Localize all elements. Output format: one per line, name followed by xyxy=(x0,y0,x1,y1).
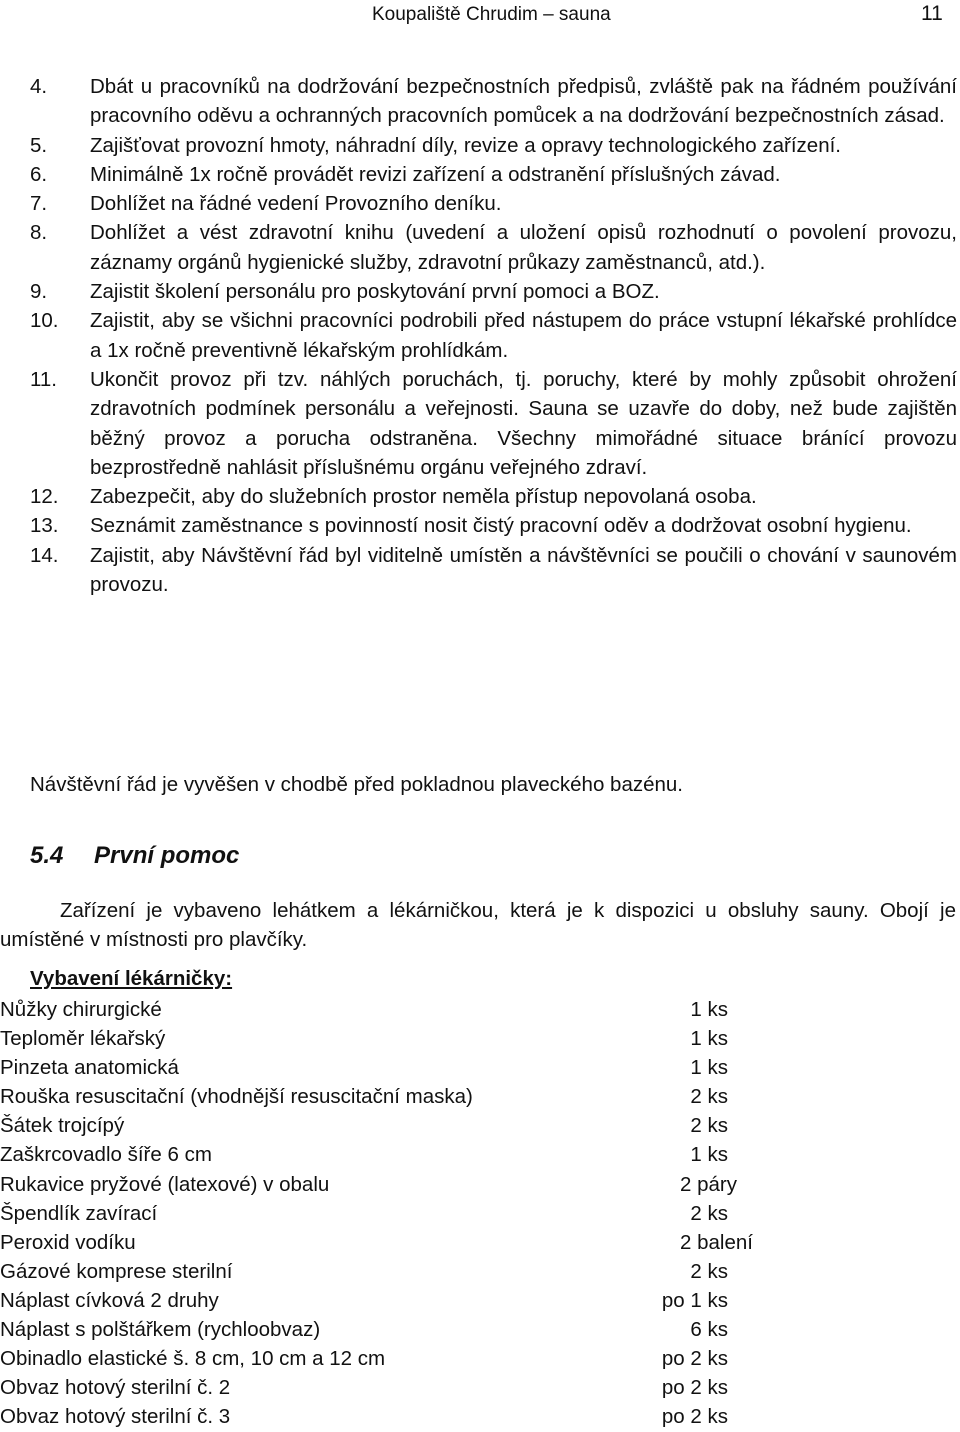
kit-item-name: Náplast cívková 2 druhy xyxy=(0,1288,219,1312)
duties-list xyxy=(30,72,958,599)
intro-paragraph: Zařízení je vybaveno lehátkem a lékárničkou, která je k dispozici u obsluhy sauny. Obojí je umístěné v místnosti pro plavčíky. xyxy=(0,899,956,951)
kit-item-name: Rouška resuscitační (vhodnější resuscitační maska) xyxy=(0,1085,473,1109)
list-item-text: Dohlížet na řádné vedení Provozního deníku. xyxy=(90,192,502,216)
list-item-number: 14. xyxy=(30,543,59,567)
list-item xyxy=(30,218,958,277)
list-item xyxy=(30,72,958,131)
kit-item-quantity: 2 páry xyxy=(680,1172,737,1196)
list-item xyxy=(30,189,958,218)
kit-item-quantity: 1 ks xyxy=(690,1027,728,1051)
kit-item xyxy=(0,1257,960,1286)
kit-item-name: Gázové komprese sterilní xyxy=(0,1259,233,1283)
list-item xyxy=(30,306,958,365)
kit-item xyxy=(0,1228,960,1257)
kit-item-quantity: po 1 ks xyxy=(661,1288,728,1312)
list-item-number: 11. xyxy=(30,367,57,391)
kit-item-name: Obinadlo elastické š. 8 cm, 10 cm a 12 cm xyxy=(0,1347,386,1371)
list-item-number: 12. xyxy=(30,485,59,509)
kit-item-quantity: po 2 ks xyxy=(661,1347,728,1371)
kit-title: Vybavení lékárničky: xyxy=(30,967,233,990)
list-item xyxy=(30,511,958,540)
list-item-number: 6. xyxy=(30,162,48,186)
kit-item-quantity: 1 ks xyxy=(690,998,728,1021)
list-item xyxy=(30,541,958,600)
list-item-text: Dbát u pracovníků na dodržování bezpečnostních předpisů, zvláště pak na řádném používání pracovního oděvu a ochranných pracovních pomůcek a na dodržování bezpečnostních zásad. xyxy=(90,75,957,128)
kit-item xyxy=(0,1024,960,1053)
kit-item-name: Peroxid vodíku xyxy=(0,1230,136,1254)
kit-item xyxy=(0,995,960,1024)
kit-item-name: Teploměr lékařský xyxy=(0,1027,166,1051)
kit-item-quantity: 2 ks xyxy=(690,1259,728,1283)
list-item-text: Zajistit školení personálu pro poskytování první pomoci a BOZ. xyxy=(90,280,660,304)
first-aid-kit-list xyxy=(0,995,960,1431)
list-item-number: 4. xyxy=(30,75,48,98)
list-item-number: 5. xyxy=(30,133,48,157)
kit-item-name: Špendlík zavírací xyxy=(0,1201,158,1225)
kit-item xyxy=(0,1315,960,1344)
list-item-text: Zabezpečit, aby do služebních prostor neměla přístup nepovolaná osoba. xyxy=(90,485,757,509)
list-item xyxy=(30,482,958,511)
kit-item-quantity: 2 ks xyxy=(690,1201,728,1225)
list-item-number: 13. xyxy=(30,514,59,538)
kit-item-name: Šátek trojcípý xyxy=(0,1114,125,1138)
list-item xyxy=(30,365,958,482)
list-item-text: Zajistit, aby Návštěvní řád byl viditelně umístěn a návštěvníci se poučili o chování v saunovém provozu. xyxy=(90,543,957,597)
kit-item xyxy=(0,1373,960,1402)
kit-item-name: Obvaz hotový sterilní č. 2 xyxy=(0,1376,231,1400)
list-item-text: Zajišťovat provozní hmoty, náhradní díly, revize a opravy technologického zařízení. xyxy=(90,133,842,157)
page-header xyxy=(0,0,960,30)
list-item-text: Dohlížet a vést zdravotní knihu (uvedení a uložení opisů rozhodnutí o povolení provozu, záznamy orgánů hygienické služby, zdravotní průkazy zaměstnanců, atd.). xyxy=(90,221,957,274)
list-item-number: 8. xyxy=(30,221,48,245)
kit-item xyxy=(0,1286,960,1315)
kit-item-quantity: 6 ks xyxy=(690,1318,728,1342)
kit-item-quantity: 2 ks xyxy=(690,1114,728,1138)
kit-item-quantity: po 2 ks xyxy=(661,1376,728,1400)
kit-item-name: Nůžky chirurgické xyxy=(0,998,162,1021)
page-number: 11 xyxy=(921,2,943,25)
kit-item-quantity: 2 ks xyxy=(690,1085,728,1109)
kit-item-name: Zaškrcovadlo šíře 6 cm xyxy=(0,1143,212,1167)
kit-item xyxy=(0,1053,960,1082)
kit-item-name: Pinzeta anatomická xyxy=(0,1056,179,1080)
header-title: Koupaliště Chrudim – sauna xyxy=(372,4,611,25)
kit-item-name: Obvaz hotový sterilní č. 3 xyxy=(0,1405,231,1429)
section-heading xyxy=(30,842,239,870)
kit-item-quantity: 1 ks xyxy=(690,1143,728,1167)
kit-item-name: Rukavice pryžové (latexové) v obalu xyxy=(0,1172,330,1196)
kit-item xyxy=(0,1111,960,1140)
kit-item xyxy=(0,1344,960,1373)
list-item xyxy=(30,160,958,189)
list-item-text: Seznámit zaměstnance s povinností nosit čistý pracovní oděv a dodržovat osobní hygienu. xyxy=(90,514,912,538)
kit-item xyxy=(0,1140,960,1169)
kit-item xyxy=(0,1170,960,1199)
list-item-text: Zajistit, aby se všichni pracovníci podrobili před nástupem do práce vstupní lékařské prohlídce a 1x ročně preventivně lékařským prohlídkám. xyxy=(90,309,957,362)
list-item-text: Ukončit provoz při tzv. náhlých poruchách, tj. poruchy, které by mohly způsobit ohrožení zdravotních podmínek personálu a veřejnosti. Sauna se uzavře do doby, než bude zajištěn běžný provoz a porucha odstraněna. Všechny mimořádné situace bránící provozu bezprostředně nahlásit příslušnému orgánu veřejného zdraví. xyxy=(90,367,957,479)
notice-paragraph: Návštěvní řád je vyvěšen v chodbě před pokladnou plaveckého bazénu. xyxy=(30,773,684,796)
kit-item-name: Náplast s polštářkem (rychloobvaz) xyxy=(0,1318,321,1342)
list-item-number: 7. xyxy=(30,192,48,216)
list-item xyxy=(30,277,958,306)
list-item-text: Minimálně 1x ročně provádět revizi zařízení a odstranění příslušných závad. xyxy=(90,162,781,186)
kit-item xyxy=(0,1082,960,1111)
list-item xyxy=(30,131,958,160)
section-number: 5.4 xyxy=(30,842,64,869)
kit-item-quantity: 2 balení xyxy=(680,1230,753,1254)
section-title: První pomoc xyxy=(94,842,240,869)
kit-item xyxy=(0,1402,960,1431)
list-item-number: 9. xyxy=(30,280,48,304)
kit-item-quantity: po 2 ks xyxy=(661,1405,728,1429)
list-item-number: 10. xyxy=(30,309,59,333)
kit-item xyxy=(0,1199,960,1228)
kit-item-quantity: 1 ks xyxy=(690,1056,728,1080)
